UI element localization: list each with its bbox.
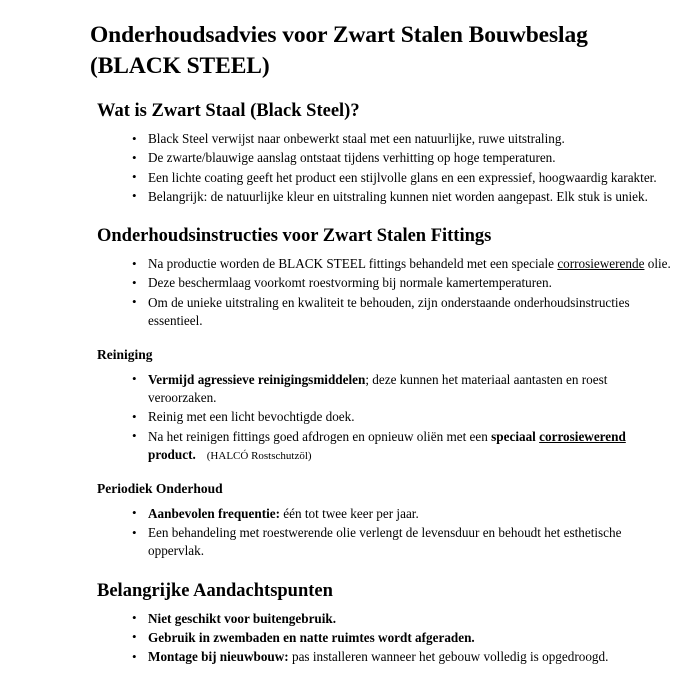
list-item: • De zwarte/blauwige aanslag ontstaat tijdens verhitting op hoge temperaturen. xyxy=(136,149,672,167)
product-note xyxy=(196,450,207,462)
bullet-list-reiniging xyxy=(90,371,672,464)
list-item-lead: Gebruik in zwembaden en natte ruimtes wordt afgeraden. xyxy=(148,629,475,645)
section-heading-maintenance-instructions: Onderhoudsinstructies voor Zwart Stalen Fittings xyxy=(97,226,492,247)
subsection-heading-periodiek-onderhoud: Periodiek Onderhoud xyxy=(97,481,223,497)
list-item-emphasis: speciaal xyxy=(491,428,540,444)
list-item: • Belangrijk: de natuurlijke kleur en uitstraling kunnen niet worden aangepast. Elk stuk is uniek. xyxy=(136,188,672,206)
list-item-lead: Montage bij nieuwbouw: xyxy=(148,649,289,665)
list-item: • Black Steel verwijst naar onbewerkt staal met een natuurlijke, ruwe uitstraling. xyxy=(136,130,672,148)
list-item-emphasis-2: product. xyxy=(148,446,196,462)
list-item-text-part1: Na productie worden de BLACK STEEL fittings behandeld met een speciale xyxy=(148,256,558,272)
page-title: Onderhoudsadvies voor Zwart Stalen Bouwbeslag (BLACK STEEL) xyxy=(90,22,588,79)
list-item-rest: ; deze kunnen het materiaal aantasten en roest veroorzaken. xyxy=(148,371,608,406)
section-heading-what-is-black-steel: Wat is Zwart Staal (Black Steel)? xyxy=(97,101,360,122)
underlined-term-corrosiewerend: corrosiewerend xyxy=(539,428,626,444)
bullet-list-maintenance-instructions xyxy=(90,255,672,330)
list-item-lead: Aanbevolen frequentie: xyxy=(148,505,280,521)
bullet-list-what-is-black-steel xyxy=(90,130,672,206)
bullet-list-periodiek-onderhoud xyxy=(90,505,672,561)
list-item-text-part1: Na het reinigen fittings goed afdrogen en opnieuw oliën met een xyxy=(148,428,492,444)
list-item xyxy=(136,255,672,273)
list-item: • Reinig met een licht bevochtigde doek. xyxy=(136,408,672,426)
list-item xyxy=(136,371,672,407)
list-item: • Om de unieke uitstraling en kwaliteit te behouden, zijn onderstaande onderhoudsinstructies essentieel. xyxy=(136,294,672,330)
underlined-term-corrosiewerende: corrosiewerende xyxy=(557,256,645,272)
subsection-heading-reiniging: Reiniging xyxy=(97,347,153,363)
product-note-text: (HALCÓ Rostschutzöl) xyxy=(206,449,312,462)
list-item xyxy=(136,428,672,464)
list-item-rest: pas installeren wanneer het gebouw volledig is opgedroogd. xyxy=(288,649,609,665)
list-item: • Deze beschermlaag voorkomt roestvorming bij normale kamertemperaturen. xyxy=(136,274,672,292)
section-heading-belangrijke-aandachtspunten: Belangrijke Aandachtspunten xyxy=(97,580,333,601)
list-item xyxy=(136,629,672,647)
bullet-list-belangrijke-aandachtspunten xyxy=(90,610,672,667)
list-item-rest: één tot twee keer per jaar. xyxy=(280,505,419,521)
list-item-lead: Niet geschikt voor buitengebruik. xyxy=(148,610,337,626)
list-item xyxy=(136,610,672,628)
list-item-lead: Vermijd agressieve reinigingsmiddelen xyxy=(148,371,366,387)
list-item xyxy=(136,505,672,523)
list-item: • Een lichte coating geeft het product een stijlvolle glans en een expressief, hoogwaardig karakter. xyxy=(136,169,672,187)
list-item: • Een behandeling met roestwerende olie verlengt de levensduur en behoudt het esthetische oppervlak. xyxy=(136,524,672,560)
list-item xyxy=(136,648,672,666)
list-item-text-part2: olie. xyxy=(644,256,671,272)
